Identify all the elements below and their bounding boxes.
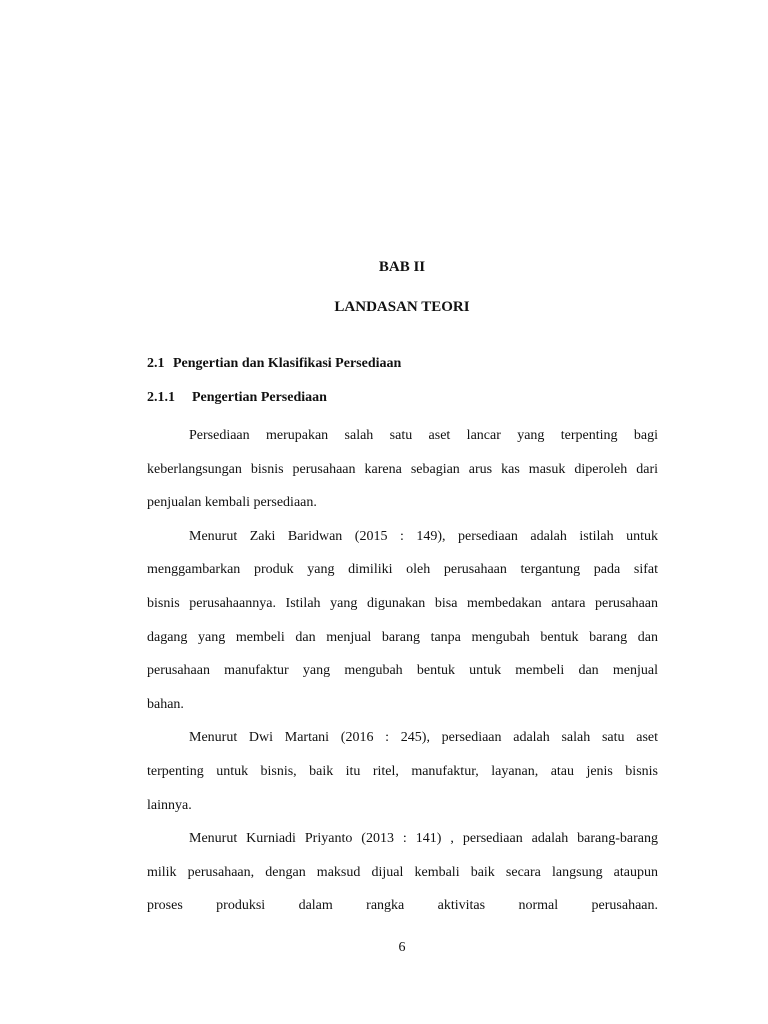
text-line: Persediaan merupakan salah satu aset lancar yang terpenting bagi <box>189 428 658 443</box>
chapter-label: BAB II <box>378 259 426 275</box>
text-line: proses produksi dalam rangka aktivitas normal perusahaan. <box>147 898 658 914</box>
text-line: keberlangsungan bisnis perusahaan karena sebagian arus kas masuk diperoleh dari <box>147 461 658 477</box>
section-number: 2.1 <box>147 356 165 371</box>
text-line: terpenting untuk bisnis, baik itu ritel, manufaktur, layanan, atau jenis bisnis <box>147 763 658 779</box>
text-line: Menurut Kurniadi Priyanto (2013 : 141) , persediaan adalah barang-barang <box>189 831 658 847</box>
body-text <box>147 419 658 923</box>
text-line: milik perusahaan, dengan maksud dijual kembali baik secara langsung ataupun <box>147 864 658 880</box>
section-number: 2.1.1 <box>147 390 175 405</box>
text-line: bisnis perusahaannya. Istilah yang digunakan bisa membedakan antara perusahaan <box>147 595 658 611</box>
text-line: dagang yang membeli dan menjual barang tanpa mengubah bentuk barang dan <box>147 629 658 645</box>
text-line: Menurut Zaki Baridwan (2015 : 149), persediaan adalah istilah untuk <box>189 528 658 544</box>
text-line: lainnya. <box>147 797 192 813</box>
page-number: 6 <box>398 940 406 955</box>
text-line: menggambarkan produk yang dimiliki oleh perusahaan tergantung pada sifat <box>147 562 658 578</box>
text-line: Menurut Dwi Martani (2016 : 245), persediaan adalah salah satu aset <box>189 730 658 746</box>
section-title: Pengertian dan Klasifikasi Persediaan <box>173 356 402 371</box>
text-line: bahan. <box>147 696 184 712</box>
section-title: Pengertian Persediaan <box>192 390 327 405</box>
section-heading-2-1-1 <box>147 390 327 406</box>
text-line: penjualan kembali persediaan. <box>147 495 317 511</box>
chapter-title: LANDASAN TEORI <box>334 299 470 315</box>
section-heading-2-1 <box>147 356 401 372</box>
text-line: perusahaan manufaktur yang mengubah bentuk untuk membeli dan menjual <box>147 663 658 679</box>
